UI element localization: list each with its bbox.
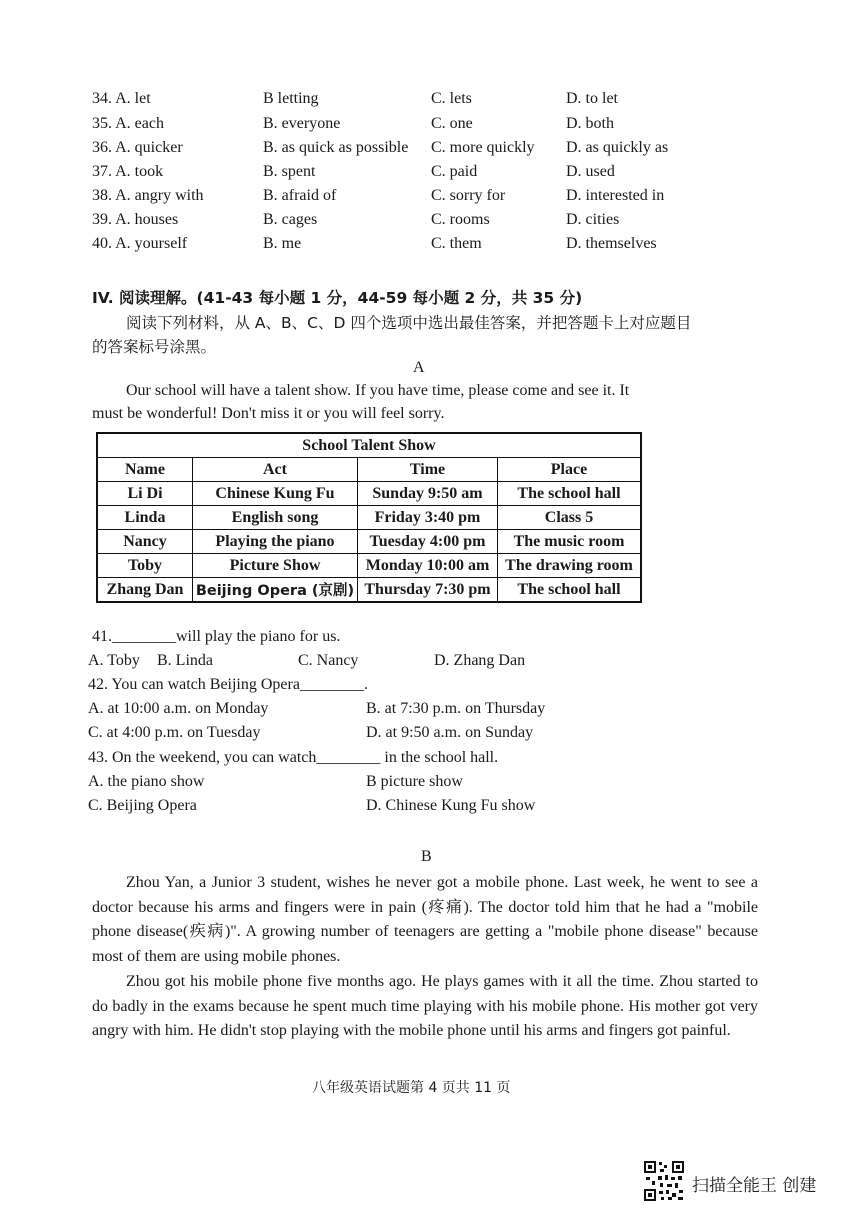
q42-option-d: D. at 9:50 a.m. on Sunday xyxy=(366,724,534,741)
question-row xyxy=(92,211,732,235)
passage-a-intro: Our school will have a talent show. If you have time, please come and see it. It xyxy=(126,382,630,399)
header-act: Act xyxy=(193,458,358,482)
option-a: 39. A. houses xyxy=(92,211,179,228)
cell-time: Sunday 9:50 am xyxy=(358,482,498,506)
option-b: B letting xyxy=(263,90,319,107)
option-b: B. me xyxy=(263,235,302,252)
question-row xyxy=(92,90,732,114)
option-b: B. cages xyxy=(263,211,318,228)
option-c: C. lets xyxy=(431,90,472,107)
option-d: D. interested in xyxy=(566,187,665,204)
header-time: Time xyxy=(358,458,498,482)
question-row xyxy=(92,115,732,139)
table-row xyxy=(97,506,641,530)
option-d: D. both xyxy=(566,115,614,132)
q41-option-d: D. Zhang Dan xyxy=(434,652,526,669)
option-d: D. themselves xyxy=(566,235,657,252)
cell-place: The drawing room xyxy=(498,554,642,578)
cell-name: Zhang Dan xyxy=(97,578,193,603)
option-a: 37. A. took xyxy=(92,163,164,180)
section-heading: IV. 阅读理解。(41-43 每小题 1 分，44-59 每小题 2 分，共 35 分) xyxy=(92,289,583,307)
table-row xyxy=(97,578,641,603)
question-43: 43. On the weekend, you can watch________ in the school hall. xyxy=(88,749,499,766)
page-footer: 八年级英语试题第 4 页共 11 页 xyxy=(312,1080,511,1096)
passage-label-b: B xyxy=(421,848,432,865)
table-row xyxy=(97,554,641,578)
table-title-row xyxy=(97,433,641,458)
option-b: B. as quick as possible xyxy=(263,139,409,156)
q41-option-b: B. Linda xyxy=(157,652,213,669)
cell-name: Toby xyxy=(97,554,193,578)
table-row xyxy=(97,530,641,554)
question-row xyxy=(92,235,732,259)
question-row xyxy=(92,163,732,187)
option-c: C. more quickly xyxy=(431,139,535,156)
header-place: Place xyxy=(498,458,642,482)
option-a: 35. A. each xyxy=(92,115,164,132)
question-41: 41.________will play the piano for us. xyxy=(92,628,341,645)
passage-b-paragraph-2: Zhou got his mobile phone five months ago. He plays games with it all the time. Zhou started to do badly in the exams because he spent much time playing with his mobile phone. His mother got very angry with him. He didn't stop playing with the mobile phone until his arms and fingers got painful. xyxy=(92,973,758,1039)
q43-option-b: B picture show xyxy=(366,773,463,790)
option-a: 34. A. let xyxy=(92,90,151,107)
q43-option-a: A. the piano show xyxy=(88,773,205,790)
option-d: D. to let xyxy=(566,90,618,107)
question-row xyxy=(92,187,732,211)
cell-name: Nancy xyxy=(97,530,193,554)
q42-option-a: A. at 10:00 a.m. on Monday xyxy=(88,700,269,717)
cell-name: Linda xyxy=(97,506,193,530)
q43-option-c: C. Beijing Opera xyxy=(88,797,197,814)
option-a: 36. A. quicker xyxy=(92,139,183,156)
header-name: Name xyxy=(97,458,193,482)
section-instruction-cont: 的答案标号涂黑。 xyxy=(92,338,217,356)
passage-b-paragraph-1: Zhou Yan, a Junior 3 student, wishes he never got a mobile phone. Last week, he went to see a doctor because his arms and fingers were in pain (疼痛). The doctor told him that he had a "mobile phone disease(疾病)". A growing number of teenagers are getting a "mobile phone disease" because most of them are using mobile phones. xyxy=(92,874,758,965)
table-row xyxy=(97,482,641,506)
scanner-watermark: 扫描全能王 创建 xyxy=(692,1176,817,1196)
option-a: 38. A. angry with xyxy=(92,187,204,204)
cell-act: Chinese Kung Fu xyxy=(193,482,358,506)
option-b: B. everyone xyxy=(263,115,341,132)
talent-show-table xyxy=(96,432,642,603)
cell-place: Class 5 xyxy=(498,506,642,530)
q41-option-c: C. Nancy xyxy=(298,652,359,669)
option-d: D. cities xyxy=(566,211,620,228)
cell-act: Beijing Opera (京剧) xyxy=(193,578,358,603)
option-b: B. spent xyxy=(263,163,316,180)
question-row xyxy=(92,139,732,163)
qr-code-icon xyxy=(643,1160,685,1202)
cell-time: Tuesday 4:00 pm xyxy=(358,530,498,554)
q42-option-c: C. at 4:00 p.m. on Tuesday xyxy=(88,724,261,741)
option-d: D. used xyxy=(566,163,615,180)
option-c: C. sorry for xyxy=(431,187,506,204)
cell-act: English song xyxy=(193,506,358,530)
cell-place: The school hall xyxy=(498,578,642,603)
option-c: C. one xyxy=(431,115,473,132)
cell-act: Playing the piano xyxy=(193,530,358,554)
cell-time: Thursday 7:30 pm xyxy=(358,578,498,603)
cell-place: The school hall xyxy=(498,482,642,506)
cell-act: Picture Show xyxy=(193,554,358,578)
q43-option-d: D. Chinese Kung Fu show xyxy=(366,797,536,814)
q42-option-b: B. at 7:30 p.m. on Thursday xyxy=(366,700,546,717)
option-a: 40. A. yourself xyxy=(92,235,188,252)
option-d: D. as quickly as xyxy=(566,139,669,156)
cell-name: Li Di xyxy=(97,482,193,506)
question-42: 42. You can watch Beijing Opera________. xyxy=(88,676,368,693)
passage-a-intro-cont: must be wonderful! Don't miss it or you will feel sorry. xyxy=(92,405,445,422)
cell-time: Friday 3:40 pm xyxy=(358,506,498,530)
section-instruction: 阅读下列材料，从 A、B、C、D 四个选项中选出最佳答案，并把答题卡上对应题目 xyxy=(126,314,692,332)
option-b: B. afraid of xyxy=(263,187,337,204)
cell-place: The music room xyxy=(498,530,642,554)
table-header-row xyxy=(97,458,641,482)
option-c: C. them xyxy=(431,235,482,252)
option-c: C. rooms xyxy=(431,211,490,228)
passage-label-a: A xyxy=(413,359,425,376)
table-title: School Talent Show xyxy=(97,433,641,458)
cell-time: Monday 10:00 am xyxy=(358,554,498,578)
q41-option-a: A. Toby xyxy=(88,652,140,669)
option-c: C. paid xyxy=(431,163,478,180)
